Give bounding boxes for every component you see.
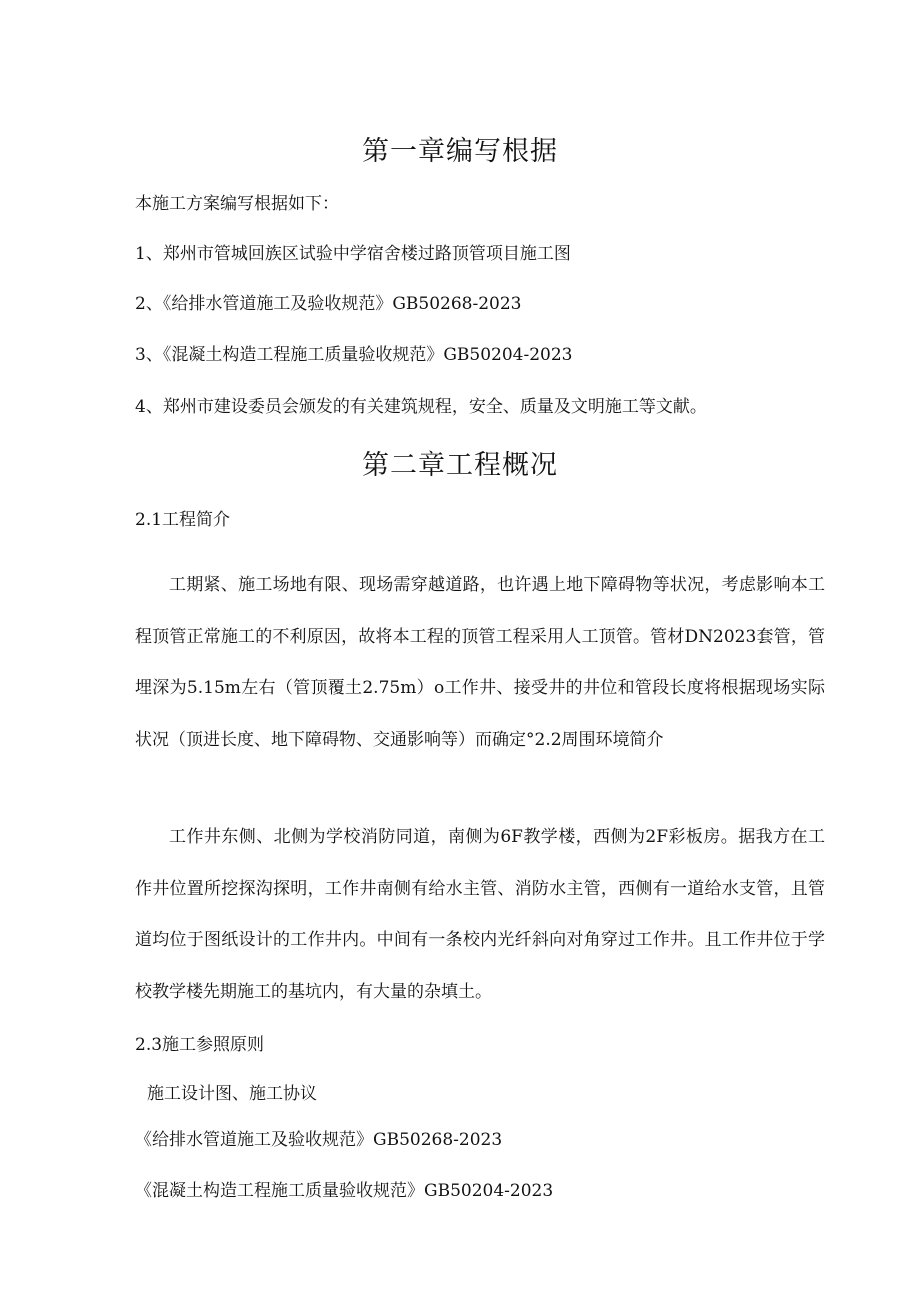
section-2-3-heading: 2.3施工参照原则	[135, 1035, 265, 1055]
reference-item-2: 2、《给排水管道施工及验收规范》GB50268-2023	[135, 294, 522, 314]
reference-item-3: 3、《混凝土构造工程施工质量验收规范》GB50204-2023	[135, 345, 573, 365]
reference-item-4: 4、郑州市建设委员会颁发的有关建筑规程，安全、质量及文明施工等文献。	[135, 397, 707, 417]
principle-item-3: 《混凝土构造工程施工质量验收规范》GB50204-2023	[135, 1181, 554, 1201]
section-2-1-paragraph: 工期紧、施工场地有限、现场需穿越道路，也许遇上地下障碍物等状况，考虑影响本工程顶管正常施工的不利原因，故将本工程的顶管工程采用人工顶管。管材DN2023套管，管埋深为5.15m左右（管顶覆土2.75m）o工作井、接受井的井位和管段长度将根据现场实际状况（顶进长度、地下障碍物、交通影响等）而确定°2.2周围环境简介	[135, 575, 825, 750]
chapter-1-intro: 本施工方案编写根据如下：	[135, 194, 339, 214]
chapter-2-title: 第二章工程概况	[362, 450, 558, 481]
principle-item-1: 施工设计图、施工协议	[147, 1084, 317, 1104]
section-2-1-heading: 2.1工程简介	[135, 510, 231, 530]
principle-item-2: 《给排水管道施工及验收规范》GB50268-2023	[135, 1130, 503, 1150]
reference-item-1: 1、郑州市管城回族区试验中学宿舍楼过路顶管项目施工图	[135, 244, 571, 264]
section-2-2-paragraph: 工作井东侧、北侧为学校消防同道，南侧为6F教学楼，西侧为2F彩板房。据我方在工作井位置所挖探沟探明，工作井南侧有给水主管、消防水主管，西侧有一道给水支管，且管道均位于图纸设计的工作井内。中间有一条校内光纤斜向对角穿过工作井。且工作井位于学校教学楼先期施工的基坑内，有大量的杂填土。	[135, 827, 825, 1002]
chapter-1-title: 第一章编写根据	[362, 136, 558, 167]
